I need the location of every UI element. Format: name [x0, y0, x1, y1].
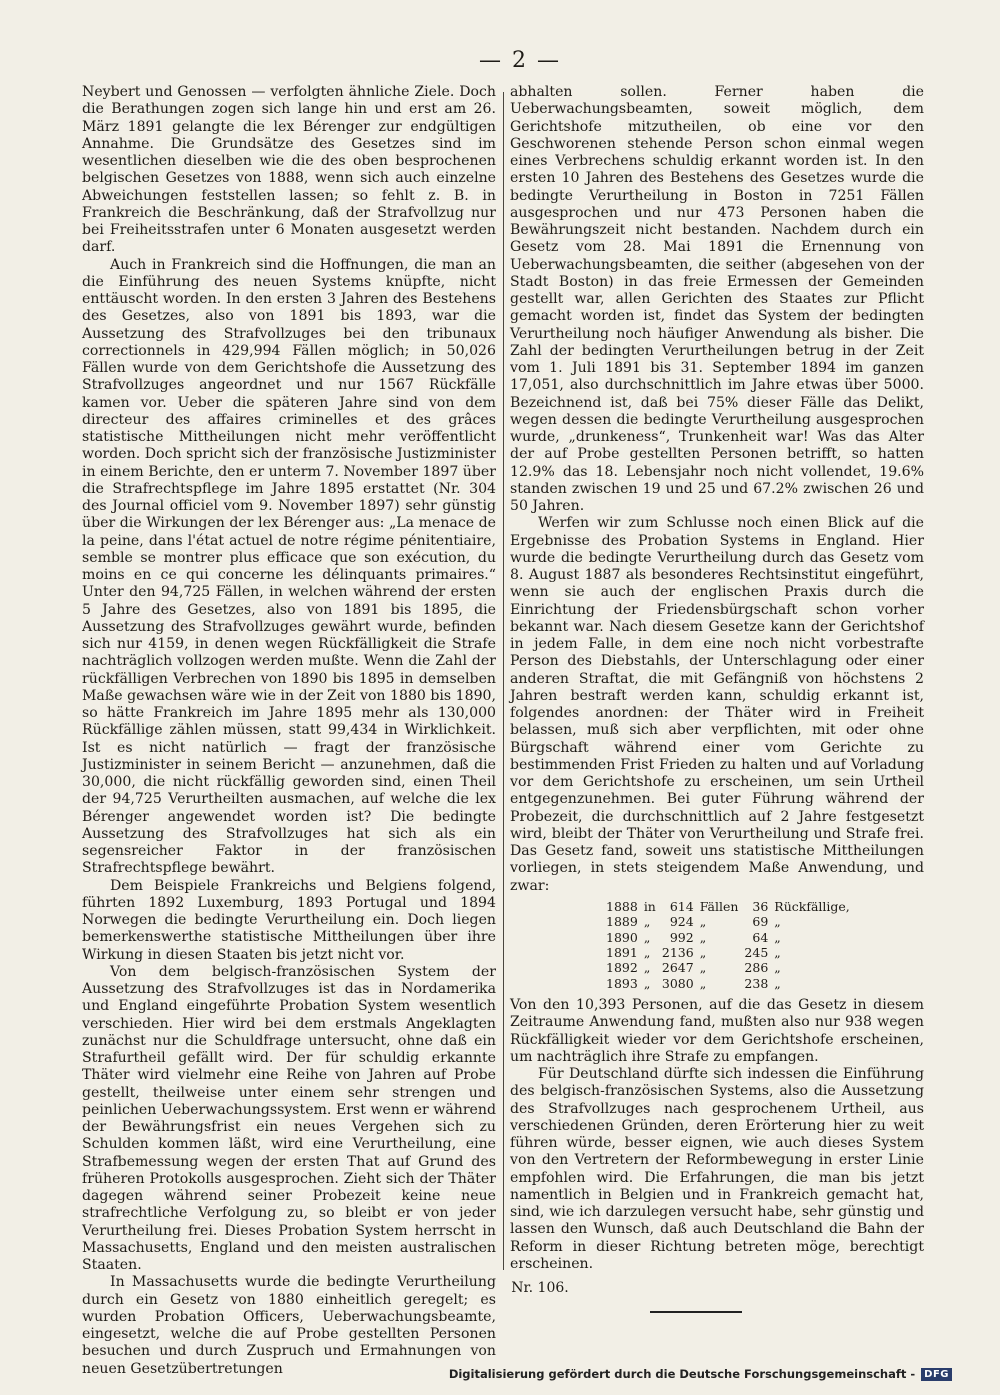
table-cell: „ [643, 975, 651, 991]
table-cell: 614 [669, 898, 694, 914]
table-cell: „ [643, 929, 651, 945]
recidivism-statistics-table [606, 899, 856, 991]
paragraph: In Massachusetts wurde die bedingte Verurtheilung durch ein Gesetz von 1880 einheitlich geregelt; es wurden Probation Officers, Ueberwachungsbeamte, eingesetzt, welche die auf Probe gestellten Personen besuchen und durch Zuspruch und Ermahnungen von neuen Gesetzübertretungen [82, 1274, 496, 1377]
paragraph: Auch in Frankreich sind die Hoffnungen, die man an die Einführung des neuen Systems knüpfte, nicht enttäuscht worden. In den ersten 3 Jahren des Bestehens des Gesetzes, also von 1891 bis 1893, war die Aussetzung des Strafvollzuges bei den tribunaux correctionnels in 429,994 Fällen möglich; in 50,026 Fällen wurde von dem Gerichtshofe die Aussetzung des Strafvollzuges angeordnet und nur 1567 Rückfälle kamen vor. Ueber die späteren Jahre sind von dem directeur des affaires criminelles et des grâces statistische Mittheilungen nicht mehr veröffentlicht worden. Doch spricht sich der französische Justizminister in einem Berichte, den er unterm 7. November 1897 über die Strafrechtspflege im Jahre 1895 erstattet (Nr. 304 des Journal officiel vom 9. November 1897) sehr günstig über die Wirkungen der lex Bérenger aus: „La menace de la peine, dans l'état actuel de notre régime pénitentiaire, semble se montrer plus efficace que son exécution, du moins en ce qui concerne les délinquants primaires.“ Unter den 94,725 Fällen, in welchen während der ersten 5 Jahre des Gesetzes, also von 1891 bis 1895, die Aussetzung des Strafvollzuges gewährt wurde, befinden sich nur 4159, in denen wegen Rückfälligkeit die Strafe nachträglich vollzogen werden mußte. Wenn die Zahl der rückfälligen Verbrechen von 1890 bis 1895 in demselben Maße gewachsen wäre wie in der Zeit von 1880 bis 1890, so hätte Frankreich im Jahre 1895 mehr als 130,000 Rückfällige zählen müssen, statt 99,434 in Wirklichkeit. Ist es nicht natürlich — fragt der französische Justizminister in seinem Bericht — anzunehmen, daß die 30,000, die nicht rückfällig geworden sind, einen Theil der 94,725 Verurtheilten ausmachen, auf welche die lex Bérenger angewendet worden ist? Die bedingte Aussetzung des Strafvollzuges hat sich als ein segensreicher Faktor in der französischen Strafrechtspflege bewährt. [82, 256, 496, 877]
table-cell: Fällen [699, 898, 739, 914]
table-cell: 1893 [606, 975, 638, 991]
table-row [606, 960, 856, 975]
paragraph: Von den 10,393 Personen, auf die das Gesetz in diesem Zeitraume Anwendung fand, mußten also nur 938 wegen Rückfälligkeit wieder vor dem Gerichtshofe erscheinen, um nachträglich ihre Strafe zu empfangen. [510, 997, 924, 1065]
paragraph: Dem Beispiele Frankreichs und Belgiens folgend, führten 1892 Luxemburg, 1893 Portugal und 1894 Norwegen die bedingte Verurtheilung ein. Doch liegen bemerkenswerthe statistische Mittheilungen über ihre Wirkung in diesen Staaten bis jetzt nicht vor. [82, 877, 496, 963]
table-cell: „ [774, 929, 781, 945]
table-cell: „ [643, 960, 651, 976]
table-cell: „ [699, 975, 707, 991]
paragraph: abhalten sollen. Ferner haben die Ueberwachungsbeamten, soweit möglich, dem Gerichtshofe mitzutheilen, ob eine vor den Geschworenen stehende Person schon einmal wegen eines Verbrechens schuldig erkannt worden ist. In den ersten 10 Jahren des Bestehens des Gesetzes wurde die bedingte Verurtheilung in Boston in 7251 Fällen ausgesprochen und nur 473 Personen haben die Bewährungszeit nicht bestanden. Nachdem durch ein Gesetz vom 28. Mai 1891 die Ernennung von Ueberwachungsbeamten, die seither (abgesehen von der Stadt Boston) in das freie Ermessen der Gemeinden gestellt war, allen Gerichten des Staates zur Pflicht gemacht worden ist, findet das System der bedingten Verurtheilung noch häufiger Anwendung als bisher. Die Zahl der bedingten Verurtheilungen betrug in der Zeit vom 1. Juli 1891 bis 31. September 1894 im ganzen 17,051, also durchschnittlich im Jahre etwas über 5000. Bezeichnend ist, daß bei 75% dieser Fälle das Delikt, wegen dessen die bedingte Verurtheilung ausgesprochen wurde, „drunkeness“, Trunkenheit war! Was das Alter der auf Probe gestellten Personen betrifft, so hatten 12.9% das 18. Lebensjahr noch nicht vollendet, 19.6% standen zwischen 19 und 25 und 67.2% zwischen 26 und 50 Jahren. [510, 84, 924, 514]
table-cell: „ [643, 944, 651, 960]
paragraph: Für Deutschland dürfte sich indessen die Einführung des belgisch-französischen Systems, also die Aussetzung des Strafvollzuges nach gesprochenem Urtheil, aus verschiedenen Gründen, deren Erörterung hier zu weit führen würde, besser eignen, wie auch dieses System von den Vertretern der Reformbewegung in erster Linie empfohlen wird. Die Erfahrungen, die man bis jetzt namentlich in Belgien und in Frankreich gemacht hat, sind, wie ich darzulegen versucht habe, sehr günstig und lassen den Wunsch, daß auch Deutschland die Bahn der Reform in dieser Richtung betreten möge, berechtigt erscheinen. [510, 1066, 924, 1272]
table-cell: 245 [744, 944, 769, 960]
table-cell: 69 [752, 914, 769, 930]
table-cell: 2647 [661, 960, 694, 976]
table-cell: „ [699, 914, 707, 930]
table-cell: in [643, 898, 656, 914]
table-row [606, 899, 856, 914]
table-row [606, 930, 856, 945]
table-row [606, 914, 856, 929]
table-cell: „ [699, 944, 707, 960]
issue-number: Nr. 106. [511, 1280, 569, 1296]
column-divider [503, 92, 504, 1270]
table-cell: 3080 [661, 975, 694, 991]
table-cell: 1890 [606, 929, 638, 945]
table-row [606, 976, 856, 991]
table-cell: „ [774, 944, 781, 960]
table-cell: 286 [744, 960, 769, 976]
paragraph: Von dem belgisch-französischen System der Aussetzung des Strafvollzuges ist das in Nordamerika und England eingeführte Probation System wesentlich verschieden. Hier wird bei dem erstmals Angeklagten zunächst nur die Schuldfrage untersucht, ohne daß ein Strafurtheil gefällt wird. Der für schuldig erkannte Thäter wird vielmehr eine Reihe von Jahren auf Probe gestellt, theilweise unter einem sehr strengen und peinlichen Ueberwachungssystem. Erst wenn er während der Bewährungsfrist ein neues Vergehen sich zu Schulden kommen läßt, wird eine Verurtheilung, eine Strafbemessung wegen der ersten That auf Grund des früheren Protokolls ausgesprochen. Zieht sich der Thäter dagegen während seiner Probezeit keine neue strafrechtliche Verfolgung zu, so bleibt er von jeder Verurtheilung frei. Dieses Probation System herrscht in Massachusetts, England und den meisten australischen Staaten. [82, 963, 496, 1273]
left-column [82, 84, 496, 1378]
table-cell: Rückfällige, [774, 898, 850, 914]
table-cell: 924 [669, 914, 694, 930]
table-cell: „ [774, 914, 781, 930]
table-cell: 1892 [606, 960, 638, 976]
table-cell: 992 [669, 929, 694, 945]
table-cell: „ [699, 929, 707, 945]
right-column [510, 84, 924, 1313]
paragraph: Neybert und Genossen — verfolgten ähnliche Ziele. Doch die Berathungen zogen sich lange hin und erst am 26. März 1891 gelangte die lex Bérenger zur endgültigen Annahme. Die Grundsätze des Gesetzes sind im wesentlichen dieselben wie die des oben besprochenen belgischen Gesetzes von 1888, wenn sich auch einzelne Abweichungen feststellen lassen; so fehlt z. B. in Frankreich die Beschränkung, daß der Strafvollzug nur bei Freiheitsstrafen unter 6 Monaten ausgesetzt werden darf. [82, 84, 496, 256]
table-cell: „ [774, 960, 781, 976]
digitization-credit [449, 1367, 952, 1381]
paragraph: Werfen wir zum Schlusse noch einen Blick auf die Ergebnisse des Probation Systems in England. Hier wurde die bedingte Verurtheilung durch das Gesetz vom 8. August 1887 als besonderes Rechtsinstitut eingeführt, wenn sie auch der englischen Praxis durch die Einrichtung der Friedensbürgschaft schon vorher bekannt war. Nach diesem Gesetze kann der Gerichtshof in jedem Falle, in dem eine noch nicht vorbestrafte Person des Diebstahls, der Unterschlagung oder einer anderen Straftat, die mit Gefängniß von höchstens 2 Jahren bestraft werden kann, schuldig erkannt ist, folgendes anordnen: der Thäter wird in Freiheit belassen, muß sich aber verpflichten, mit oder ohne Bürgschaft während einer vom Gerichte zu bestimmenden Frist Frieden zu halten und auf Vorladung vor dem Gerichtshofe zu erscheinen, um sein Urtheil entgegenzunehmen. Bei guter Führung während der Probezeit, die durchschnittlich auf 2 Jahre festgesetzt wird, bleibt der Thäter von Verurtheilung und Strafe frei. Das Gesetz fand, soweit uns statistische Mittheilungen vorliegen, in stets steigendem Maße Anwendung, und zwar: [510, 515, 924, 894]
table-cell: „ [774, 975, 781, 991]
credit-text: Digitalisierung gefördert durch die Deutsche Forschungsgemeinschaft - [448, 1367, 916, 1381]
table-cell: 1891 [606, 944, 638, 960]
table-cell: 36 [752, 898, 769, 914]
table-row [606, 945, 856, 960]
table-cell: 64 [752, 929, 769, 945]
table-cell: 1888 [606, 898, 638, 914]
page-number-header: — 2 — [479, 48, 561, 73]
table-cell: 1889 [606, 914, 638, 930]
end-of-article-rule [650, 1311, 742, 1313]
table-cell: 238 [744, 975, 769, 991]
table-cell: 2136 [661, 944, 694, 960]
table-cell: „ [699, 960, 707, 976]
dfg-logo: DFG [921, 1368, 952, 1381]
table-cell: „ [643, 914, 651, 930]
